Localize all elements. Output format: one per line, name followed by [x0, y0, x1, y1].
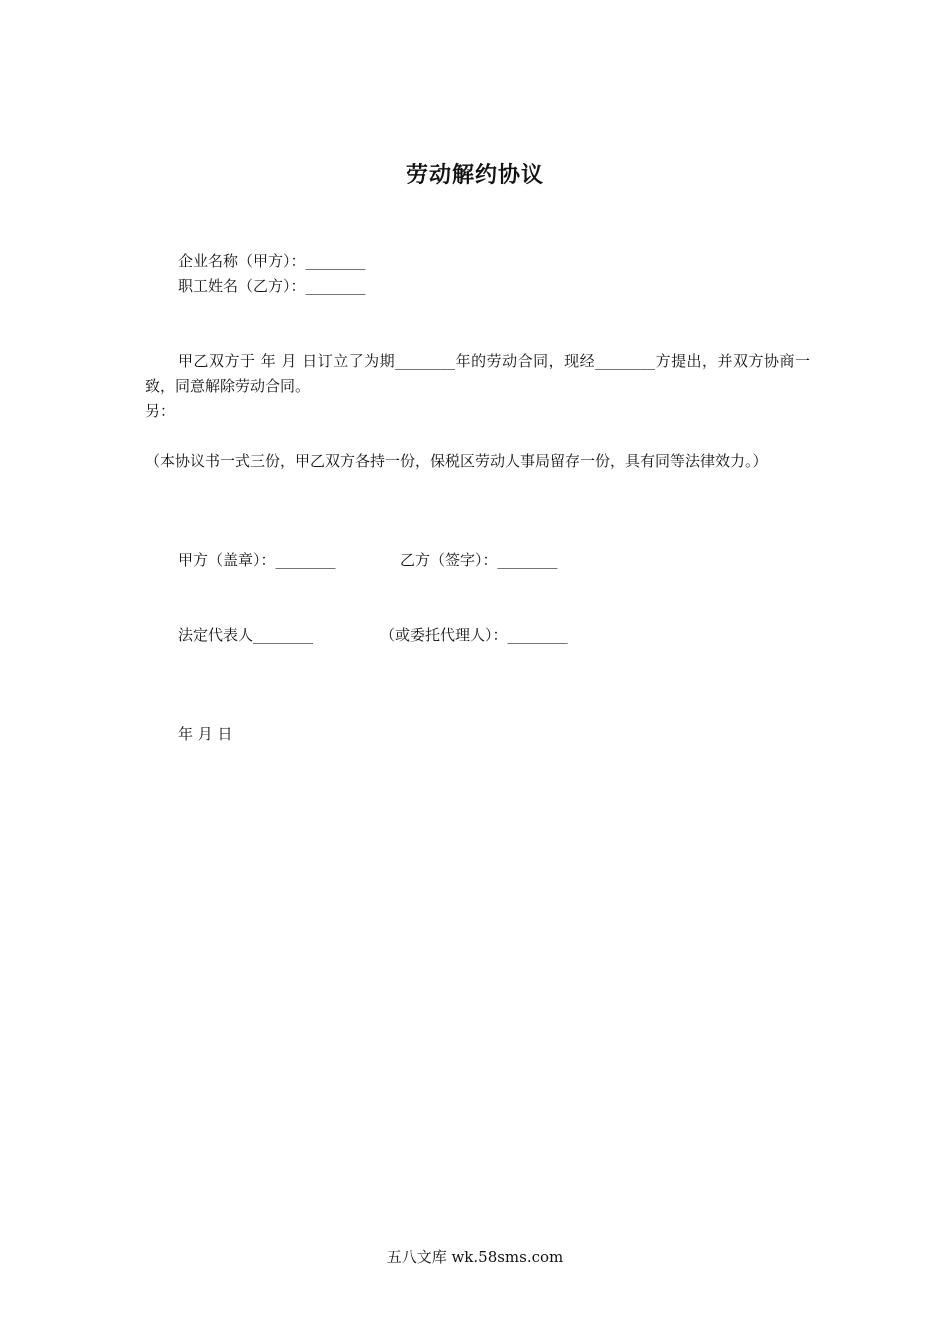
legal-rep-line: 法定代表人________ — [178, 626, 314, 644]
copies-note: （本协议书一式三份，甲乙双方各持一份，保税区劳动人事局留存一份，具有同等法律效力。） — [145, 452, 768, 470]
date-line: 年 月 日 — [178, 725, 233, 743]
body-paragraph: 甲乙双方于 年 月 日订立了为期________年的劳动合同，现经________方提出，并双方协商一致，同意解除劳动合同。 — [145, 352, 810, 395]
party-b-name-line: 职工姓名（乙方）：________ — [178, 277, 366, 295]
other-label: 另： — [145, 402, 176, 420]
footer-watermark: 五八文库 wk.58sms.com — [386, 1248, 564, 1266]
agent-line: （或委托代理人）：________ — [380, 626, 568, 644]
party-b-sign-line: 乙方（签字）：________ — [400, 551, 558, 569]
party-a-seal-line: 甲方（盖章）：________ — [178, 551, 336, 569]
document-title: 劳动解约协议 — [405, 162, 544, 188]
party-a-name-line: 企业名称（甲方）：________ — [178, 252, 366, 270]
